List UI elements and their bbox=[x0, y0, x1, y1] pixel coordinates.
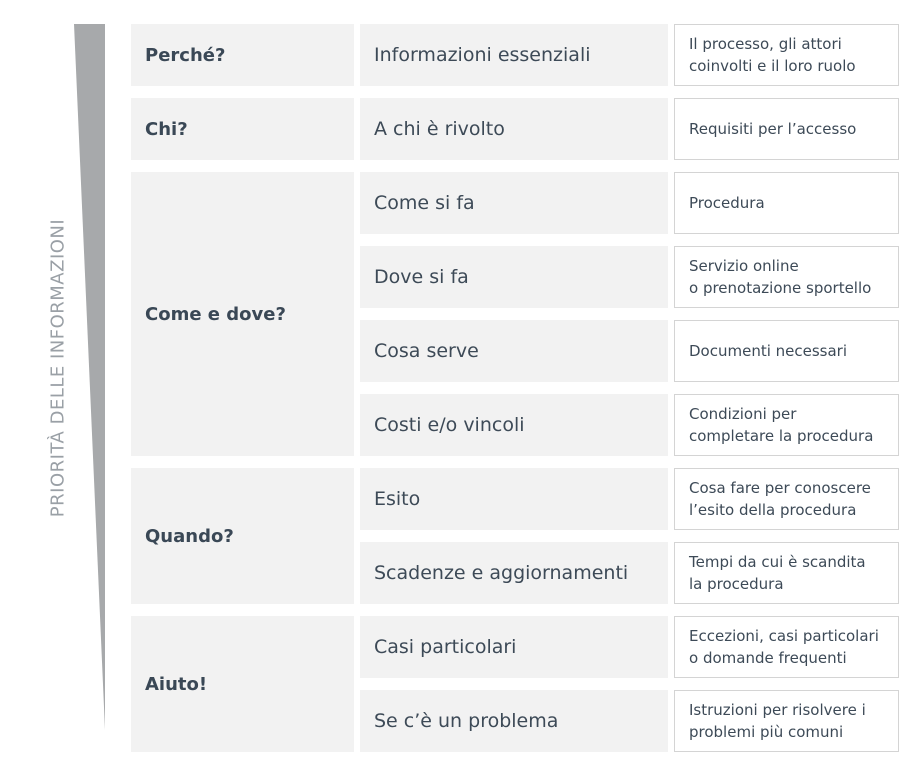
group-come-e-dove bbox=[131, 172, 899, 456]
topic-cell: Informazioni essenziali bbox=[360, 24, 668, 86]
group-chi bbox=[131, 98, 899, 160]
topic-cell: Esito bbox=[360, 468, 668, 530]
question-cell: Perché? bbox=[131, 24, 354, 86]
topic-cell: Dove si fa bbox=[360, 246, 668, 308]
topic-cell: Costi e/o vincoli bbox=[360, 394, 668, 456]
topic-cell: Cosa serve bbox=[360, 320, 668, 382]
priority-wedge-icon bbox=[74, 24, 106, 730]
topic-cell: Scadenze e aggiornamenti bbox=[360, 542, 668, 604]
topic-cell: Come si fa bbox=[360, 172, 668, 234]
topic-cell: A chi è rivolto bbox=[360, 98, 668, 160]
description-cell: Istruzioni per risolvere i problemi più comuni bbox=[674, 690, 899, 752]
group-aiuto bbox=[131, 616, 899, 752]
description-cell: Eccezioni, casi particolari o domande frequenti bbox=[674, 616, 899, 678]
topic-cell: Casi particolari bbox=[360, 616, 668, 678]
priority-table bbox=[131, 24, 899, 756]
description-cell: Servizio online o prenotazione sportello bbox=[674, 246, 899, 308]
priority-axis-text: PRIORITÀ DELLE INFORMAZIONI bbox=[47, 218, 69, 518]
question-cell: Aiuto! bbox=[131, 616, 354, 752]
description-cell: Procedura bbox=[674, 172, 899, 234]
question-cell: Come e dove? bbox=[131, 172, 354, 456]
description-cell: Documenti necessari bbox=[674, 320, 899, 382]
description-cell: Requisiti per l’accesso bbox=[674, 98, 899, 160]
group-perche bbox=[131, 24, 899, 86]
group-quando bbox=[131, 468, 899, 604]
description-cell: Condizioni per completare la procedura bbox=[674, 394, 899, 456]
question-cell: Quando? bbox=[131, 468, 354, 604]
description-cell: Il processo, gli attori coinvolti e il loro ruolo bbox=[674, 24, 899, 86]
description-cell: Tempi da cui è scandita la procedura bbox=[674, 542, 899, 604]
topic-cell: Se c’è un problema bbox=[360, 690, 668, 752]
question-cell: Chi? bbox=[131, 98, 354, 160]
description-cell: Cosa fare per conoscere l’esito della procedura bbox=[674, 468, 899, 530]
